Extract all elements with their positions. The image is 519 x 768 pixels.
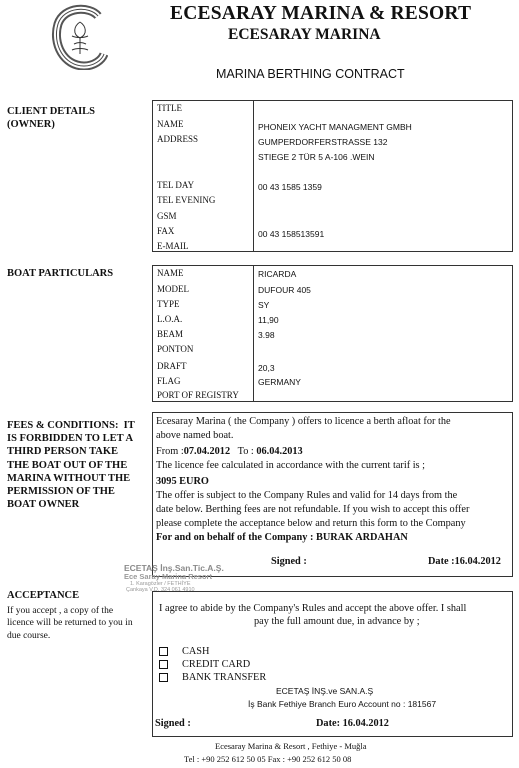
client-field-value-1: PHONEIX YACHT MANAGMENT GMBH — [258, 122, 412, 132]
client-field-value-7: 00 43 158513591 — [258, 229, 325, 239]
client-field-value-2: GUMPERDORFERSTRASSE 132 — [258, 137, 388, 147]
fees-line-2: above named boat. — [156, 430, 234, 441]
client-field-label-4: TEL DAY — [157, 180, 195, 190]
client-field-label-6: GSM — [157, 211, 177, 221]
client-field-value-4: 00 43 1585 1359 — [258, 182, 322, 192]
boat-field-label-2: TYPE — [157, 299, 180, 309]
stamp-line-4: Çankaya V.D. 324 061 4910 — [126, 587, 195, 593]
fee-amount: 3095 EURO — [156, 476, 209, 487]
client-field-label-1: NAME — [157, 119, 184, 129]
contract-title: MARINA BERTHING CONTRACT — [216, 67, 405, 81]
fees-line-7: date below. Berthing fees are not refundable. If you wish to accept this offer — [156, 504, 470, 515]
bank-transfer-label: BANK TRANSFER — [182, 672, 267, 683]
client-section-heading: CLIENT DETAILS (OWNER) — [7, 106, 96, 130]
boat-field-value-2: SY — [258, 300, 270, 310]
boat-field-value-7: GERMANY — [258, 377, 301, 387]
boat-field-label-5: PONTON — [157, 344, 194, 354]
cash-checkbox[interactable] — [159, 647, 168, 656]
client-field-value-3: STIEGE 2 TÜR 5 A-106 .WEIN — [258, 152, 375, 162]
bank-name: ECETAŞ İNŞ.ve SAN.A.Ş — [276, 686, 374, 696]
company-logo — [50, 4, 108, 70]
bank-account: İş Bank Fethiye Branch Euro Account no : 181567 — [248, 699, 437, 709]
boat-field-value-1: DUFOUR 405 — [258, 285, 311, 295]
client-field-label-0: TITLE — [157, 103, 182, 113]
boat-section-heading: BOAT PARTICULARS — [7, 268, 114, 279]
stamp-line-3: 1. Karagözler / FETHİYE — [130, 581, 191, 587]
to-label: To : — [230, 446, 257, 457]
boat-field-label-3: L.O.A. — [157, 314, 183, 324]
fees-signed-label: Signed : — [271, 556, 307, 567]
credit-card-label: CREDIT CARD — [182, 659, 251, 670]
footer-contact: Tel : +90 252 612 50 05 Fax : +90 252 612 50 08 — [184, 754, 352, 764]
payment-option-credit-card[interactable] — [159, 659, 250, 671]
cash-label: CASH — [182, 646, 210, 657]
acceptance-note: If you accept , a copy of the licence will be returned to you in due course. — [7, 606, 133, 641]
company-stamp — [124, 563, 274, 593]
payment-option-cash[interactable] — [159, 646, 209, 658]
stamp-line-1: ECETAŞ İnş.San.Tic.A.Ş. — [124, 563, 224, 573]
acceptance-section-heading: ACCEPTANCE — [7, 590, 80, 601]
acceptance-signed-label: Signed : — [155, 718, 191, 729]
payment-option-bank-transfer[interactable] — [159, 672, 266, 684]
boat-field-value-3: 11,90 — [258, 315, 279, 325]
credit-card-checkbox[interactable] — [159, 660, 168, 669]
from-label: From : — [156, 446, 184, 457]
agree-line-1: I agree to abide by the Company's Rules and accept the above offer. I shall — [159, 603, 467, 614]
client-field-label-5: TEL EVENING — [157, 195, 216, 205]
client-field-label-7: FAX — [157, 226, 175, 236]
fees-section-heading: FEES & CONDITIONS: IT IS FORBIDDEN TO LET A THIRD PERSON TAKE THE BOAT OUT OF THE MARINA WITHOUT THE PERMISSION OF THE BOAT OWNER — [7, 420, 135, 511]
footer-address: Ecesaray Marina & Resort , Fethiye - Muğla — [215, 741, 367, 751]
boat-field-label-4: BEAM — [157, 329, 184, 339]
company-representative: For and on behalf of the Company : BURAK ARDAHAN — [156, 532, 408, 543]
fees-line-6: The offer is subject to the Company Rules and valid for 14 days from the — [156, 490, 458, 501]
agree-line-2: pay the full amount due, in advance by ; — [254, 616, 420, 627]
client-field-label-2: ADDRESS — [157, 134, 199, 144]
fees-date: Date :16.04.2012 — [428, 556, 501, 567]
marina-name: ECESARAY MARINA — [228, 26, 381, 43]
boat-field-value-6: 20,3 — [258, 363, 275, 373]
fees-line-8: please complete the acceptance below and return this form to the Company — [156, 518, 466, 529]
company-name: ECESARAY MARINA & RESORT — [170, 3, 472, 24]
boat-field-label-6: DRAFT — [157, 361, 187, 371]
from-date: 07.04.2012 — [183, 446, 231, 457]
acceptance-date: Date: 16.04.2012 — [316, 718, 389, 729]
client-field-label-8: E-MAIL — [157, 241, 189, 251]
boat-particulars-table — [152, 265, 513, 402]
boat-field-value-4: 3.98 — [258, 330, 275, 340]
fees-period — [156, 446, 303, 458]
boat-field-label-1: MODEL — [157, 284, 189, 294]
fees-line-4: The licence fee calculated in accordance with the current tarif is ; — [156, 460, 426, 471]
stamp-line-2: Ece Saray Marina Resort — [124, 572, 212, 581]
boat-field-label-8: PORT OF REGISTRY — [157, 390, 239, 400]
fees-line-1: Ecesaray Marina ( the Company ) offers to licence a berth afloat for the — [156, 416, 451, 427]
boat-field-value-0: RICARDA — [258, 269, 297, 279]
bank-transfer-checkbox[interactable] — [159, 673, 168, 682]
boat-field-label-7: FLAG — [157, 376, 181, 386]
to-date: 06.04.2013 — [256, 446, 303, 457]
boat-field-label-0: NAME — [157, 268, 184, 278]
